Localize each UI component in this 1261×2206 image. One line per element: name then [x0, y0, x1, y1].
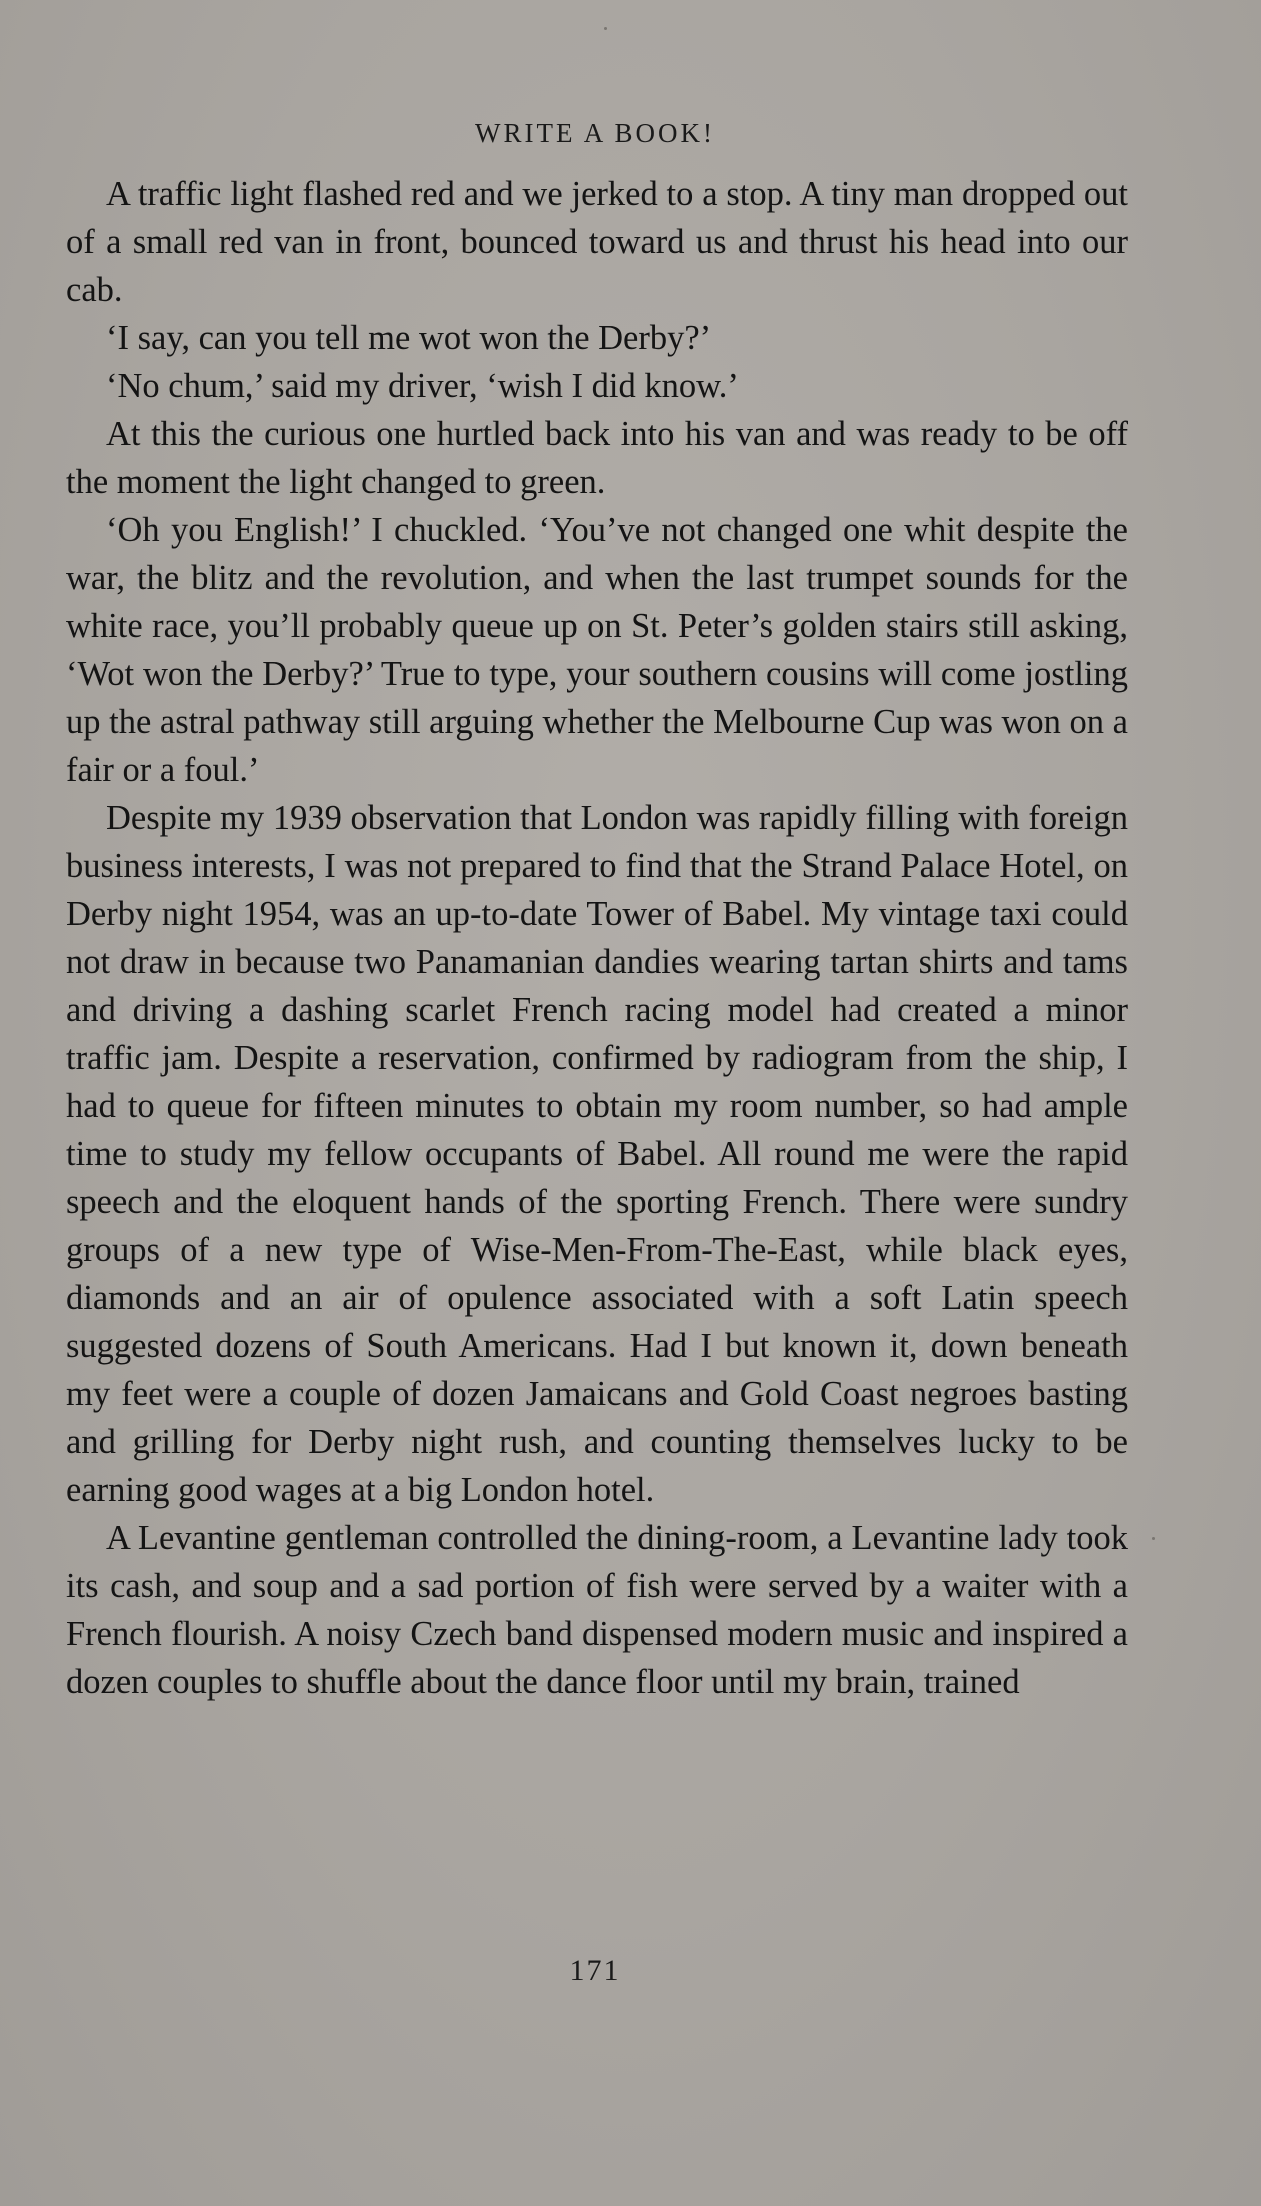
page-number: 171	[569, 1954, 621, 1987]
paper-speck	[1152, 1537, 1155, 1540]
running-head	[0, 118, 1190, 149]
paragraph: A traffic light flashed red and we jerked to a stop. A tiny man dropped out of a small red van in front, bounced toward us and thrust his head into our cab.	[66, 175, 1128, 309]
running-head-text: WRITE A BOOK!	[475, 118, 715, 148]
body-text	[66, 170, 1128, 1706]
paragraph: ‘Oh you English!’ I chuckled. ‘You’ve not changed one whit despite the war, the blitz and the revolution, and when the last trumpet sounds for the white race, you’ll probably queue up on St. Peter’s golden stairs still asking, ‘Wot won the Derby?’ True to type, your southern cousins will come jostling up the astral pathway still arguing whether the Melbourne Cup was won on a fair or a foul.’	[66, 511, 1128, 789]
paragraph: At this the curious one hurtled back into his van and was ready to be off the moment the light changed to green.	[66, 415, 1128, 501]
paper-speck	[604, 27, 607, 30]
paragraph: ‘I say, can you tell me wot won the Derby?’	[106, 319, 712, 357]
paragraph: Despite my 1939 observation that London was rapidly filling with foreign business interests, I was not prepared to find that the Strand Palace Hotel, on Derby night 1954, was an up-to-date Tower of Babel. My vintage taxi could not draw in because two Panamanian dandies wearing tartan shirts and tams and driving a dashing scarlet French racing model had created a minor traffic jam. Despite a reservation, confirmed by radiogram from the ship, I had to queue for fifteen minutes to obtain my room number, so had ample time to study my fellow occupants of Babel. All round me were the rapid speech and the eloquent hands of the sporting French. There were sundry groups of a new type of Wise-Men-From-The-East, while black eyes, diamonds and an air of opulence associated with a soft Latin speech suggested dozens of South Americans. Had I but known it, down beneath my feet were a couple of dozen Jamaicans and Gold Coast negroes basting and grilling for Derby night rush, and counting themselves lucky to be earning good wages at a big London hotel.	[66, 799, 1128, 1509]
paragraph: ‘No chum,’ said my driver, ‘wish I did know.’	[106, 367, 739, 405]
paragraph: A Levantine gentleman controlled the dining-room, a Levantine lady took its cash, and soup and a sad portion of fish were served by a waiter with a French flourish. A noisy Czech band dispensed modern music and inspired a dozen couples to shuffle about the dance floor until my brain, trained	[66, 1519, 1128, 1701]
